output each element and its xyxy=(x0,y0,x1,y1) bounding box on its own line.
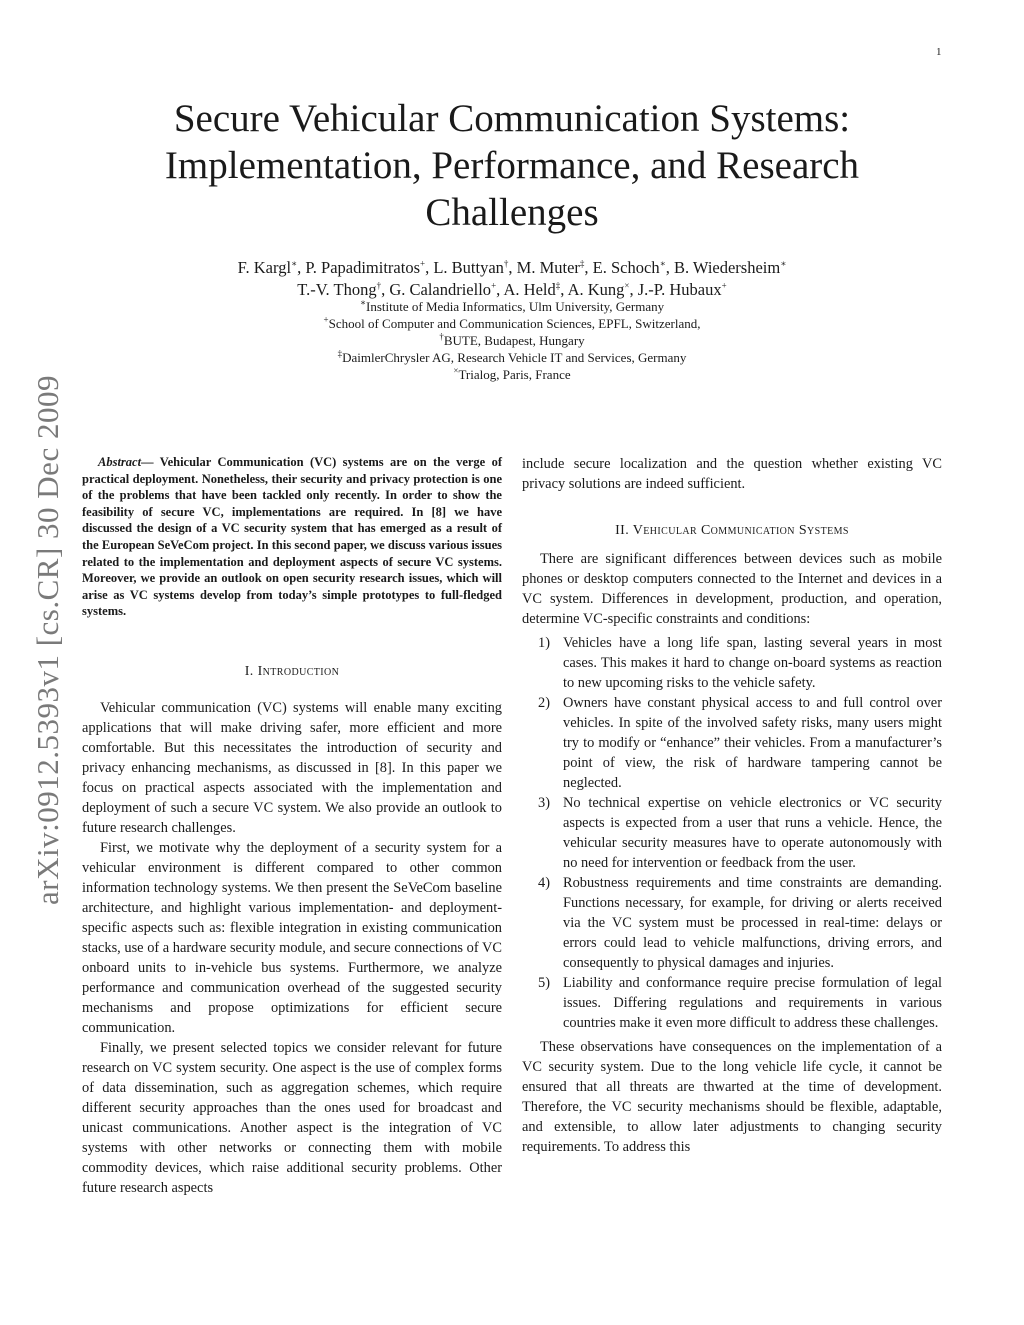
paragraph: Vehicular communication (VC) systems will enable many exciting applications that will make driving safer, more efficient and more comfortable. But this necessitates the introduction of security and privacy enhancing mechanisms, as discussed in [8]. In this paper we focus on practical aspects associated with the implementation and deployment of such a secure VC system. We also provide an outlook to future research challenges. xyxy=(82,699,502,836)
list-item: 1) Vehicles have a long life span, lasting several years in most cases. This makes it hard to change on-board systems as reaction to new upcoming risks to the vehicle safety. xyxy=(538,635,942,691)
author: A. Kung× xyxy=(567,280,630,299)
paragraph: First, we motivate why the deployment of a security system for a vehicular environment is different compared to other common information technology systems. We then present the SeVeCom baseline architecture, and highlight various implementation- and deployment-specific aspects such as: flexible integration in existing communication stacks, use of a hardware security module, and secure connections of VC onboard units to in-vehicle bus systems. Furthermore, we analyze performance and communication overhead of the suggested security mechanisms and propose optimizations for efficient secure communication. xyxy=(82,839,502,1036)
author: P. Papadimitratos+ xyxy=(305,258,426,277)
paper-title xyxy=(0,95,1024,236)
title-line: Challenges xyxy=(425,191,599,234)
list-item: 5) Liability and conformance require precise formulation of legal issues. Differing regulations and requirements in various countries make it even more difficult to address these challenges. xyxy=(538,975,942,1031)
paragraph: There are significant differences between devices such as mobile phones or desktop computers connected to the Internet and devices in a VC system. Differences in development, production, and operation, determine VC-specific constraints and conditions: xyxy=(522,551,942,627)
author-list xyxy=(0,257,1024,301)
author: A. Held‡ xyxy=(503,280,561,299)
author: T.-V. Thong† xyxy=(297,280,382,299)
author: J.-P. Hubaux+ xyxy=(637,280,727,299)
right-column xyxy=(522,454,942,1157)
affiliation: †BUTE, Budapest, Hungary xyxy=(439,331,585,348)
list-item: 3) No technical expertise on vehicle electronics or VC security aspects is expected from a user that runs a vehicle. Hence, the vehicular security measures have to operate autonomously with no need for intervention or feedback from the user. xyxy=(538,795,942,871)
abstract-label: Abstract xyxy=(98,455,142,469)
list-item: 4) Robustness requirements and time constraints are demanding. Functions necessary, for example, for driving or alerts received via the VC system must be processed in real-time: delays or errors could lead to vehicle malfunctions, driving errors, and consequently to physical damages and injuries. xyxy=(538,875,942,971)
title-line: Implementation, Performance, and Research xyxy=(164,144,860,187)
affiliation: +School of Computer and Communication Sciences, EPFL, Switzerland, xyxy=(323,314,701,331)
paragraph: include secure localization and the question whether existing VC privacy solutions are indeed sufficient. xyxy=(522,456,942,492)
author: B. Wiedersheim∗ xyxy=(673,258,787,277)
left-column xyxy=(82,454,502,1198)
title-line: Secure Vehicular Communication Systems: xyxy=(173,97,851,140)
author: L. Buttyan† xyxy=(433,258,509,277)
page-number: 1 xyxy=(936,46,942,58)
paragraph: These observations have consequences on the implementation of a VC security system. Due to the long vehicle life cycle, it cannot be ensured that all threats are thwarted at the time of development. Therefore, the VC security mechanisms should be flexible, adaptable, and extensible, to allow later adjustments to changing security requirements. To address this xyxy=(522,1039,942,1155)
author-line-2: T.-V. Thong†, G. Calandriello+, A. Held‡, A. Kung×, J.-P. Hubaux+ xyxy=(297,280,727,299)
list-item: 2) Owners have constant physical access to and full control over vehicles. In spite of the involved safety risks, many users might try to modify or “enhance” their vehicles. From a manufacturer’s point of view, the risk of hardware tampering cannot be neglected. xyxy=(538,695,942,791)
constraints-list xyxy=(522,633,942,1033)
affiliation-list xyxy=(0,298,1024,383)
author: E. Schoch∗ xyxy=(592,258,666,277)
author: G. Calandriello+ xyxy=(389,280,497,299)
author: M. Muter‡ xyxy=(516,258,585,277)
author: F. Kargl∗ xyxy=(237,258,298,277)
section-heading-introduction: I. Introduction xyxy=(244,663,340,679)
affiliation: ‡DaimlerChrysler AG, Research Vehicle IT and Services, Germany xyxy=(337,348,687,365)
affiliation: ×Trialog, Paris, France xyxy=(453,365,571,382)
abstract: Abstract— Vehicular Communication (VC) systems are on the verge of practical deployment. Nonetheless, their security and privacy protection is one of the problems that have been tackled only recently. In order to show the feasibility of secure VC, implementations are required. In [8] we have discussed the design of a VC security system that has emerged as a result of the European SeVeCom project. In this second paper, we discuss various issues related to the implementation and deployment aspects of secure VC systems. Moreover, we provide an outlook on open security research issues, which will arise as VC systems develop from today’s simple prototypes to full-fledged systems. xyxy=(82,455,502,619)
paragraph: Finally, we present selected topics we consider relevant for future research on VC system security. One aspect is the use of complex forms of data dissemination, such as aggregation schemes, which require different security approaches than the ones used for broadcast and unicast communications. Another aspect is the integration of VC systems with other networks or connecting them with mobile commodity devices, which raise additional security problems. Other future research aspects xyxy=(82,1039,502,1196)
section-heading-vc-systems: II. Vehicular Communication Systems xyxy=(615,523,849,538)
abstract-text: Vehicular Communication (VC) systems are on the verge of practical deployment. Nonetheless, their security and privacy protection is one of the problems that have been tackled only recently. In order to show the feasibility of secure VC, implementations are required. In [8] we have discussed the design of a VC security system that has emerged as a result of the European SeVeCom project. In this second paper, we discuss various issues related to the implementation and deployment aspects of secure VC systems. Moreover, we provide an outlook on open security research issues, which will arise as VC systems develop from today’s simple prototypes to full-fledged systems. xyxy=(82,455,502,619)
author-line-1: F. Kargl∗, P. Papadimitratos+, L. Buttyan†, M. Muter‡, E. Schoch∗, B. Wiedersheim∗ xyxy=(237,258,787,277)
affiliation: ∗Institute of Media Informatics, Ulm University, Germany xyxy=(359,297,665,314)
arxiv-identifier: arXiv:0912.5393v1 [cs.CR] 30 Dec 2009 xyxy=(30,375,65,905)
